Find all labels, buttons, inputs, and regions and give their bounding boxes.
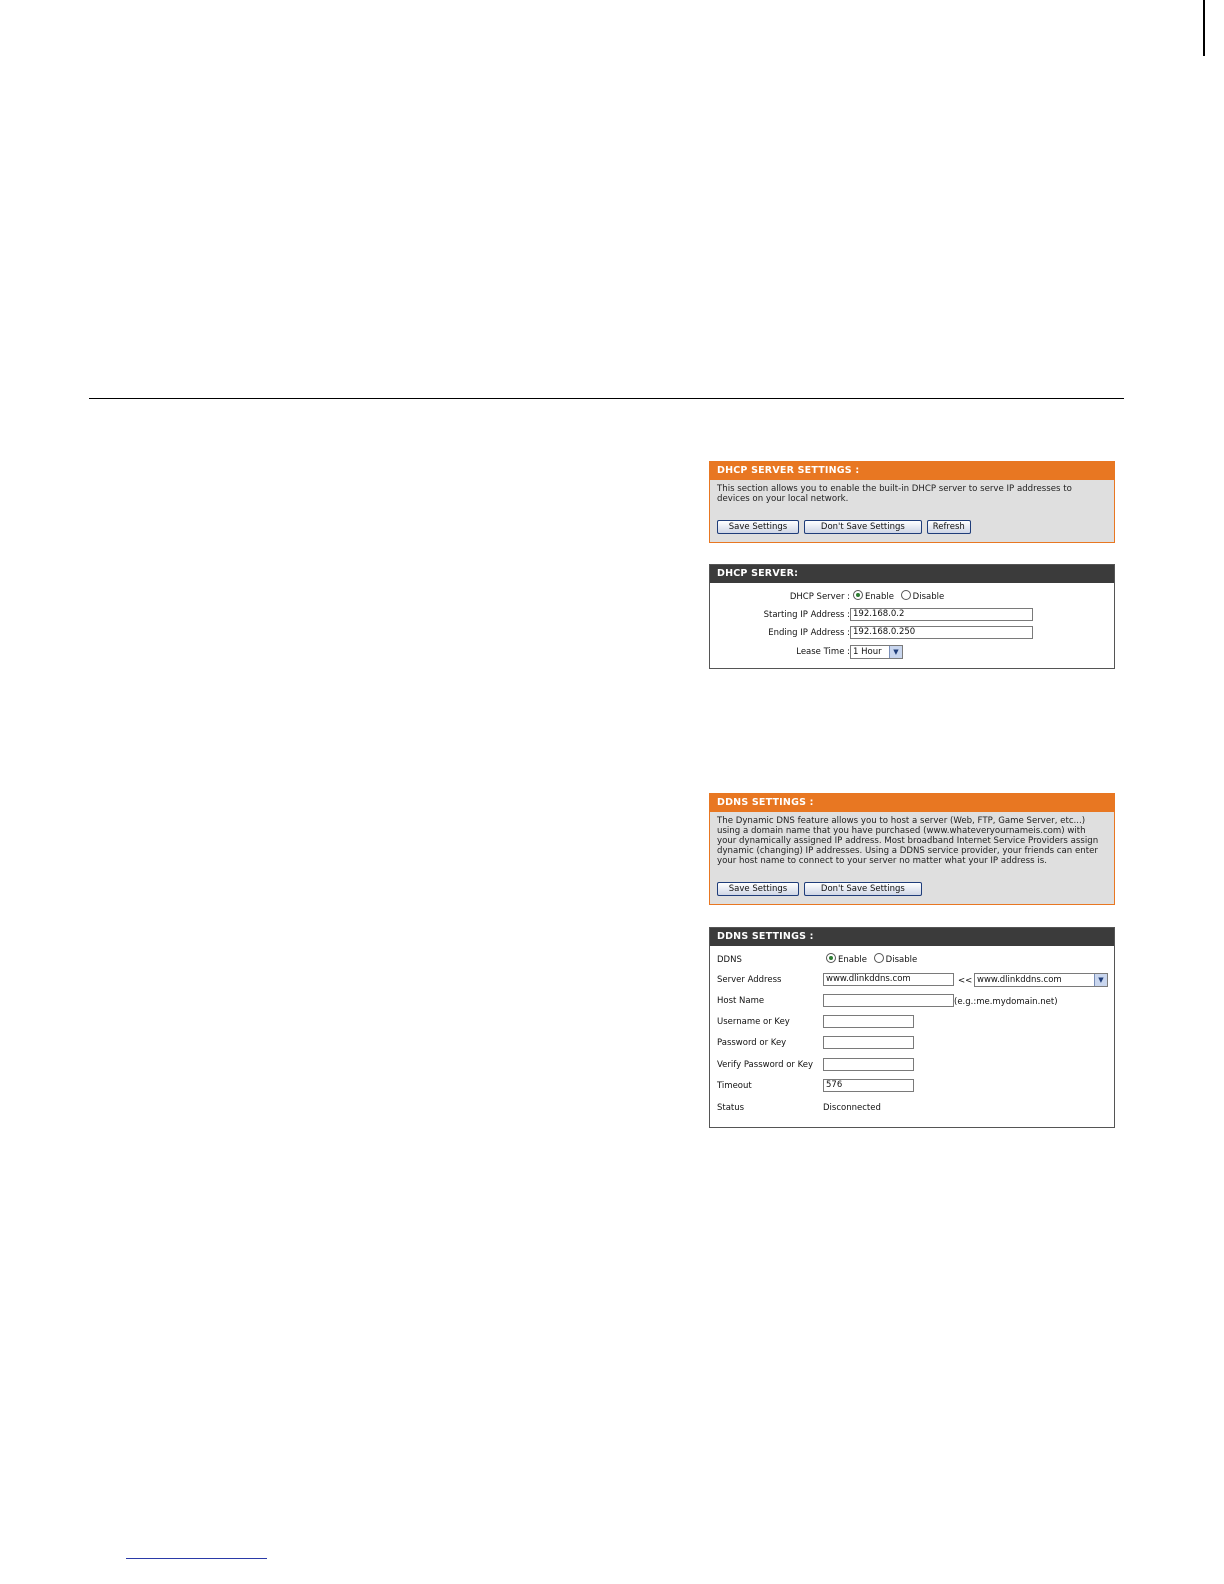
ddns-form-panel	[709, 927, 1115, 1128]
ddns-disable-label: Disable	[885, 955, 918, 965]
verify-password-label: Verify Password or Key	[717, 1060, 814, 1070]
dhcp-settings-description: This section allows you to enable the built-in DHCP server to serve IP addresses to devices on your local network.	[717, 484, 1072, 504]
host-name-hint: (e.g.:me.mydomain.net)	[954, 997, 1058, 1007]
ending-ip-label: Ending IP Address :	[768, 628, 850, 638]
host-name-input[interactable]	[823, 994, 954, 1007]
server-address-arrows: <<	[958, 976, 973, 986]
status-label: Status	[717, 1103, 745, 1113]
chevron-down-icon[interactable]: ▼	[1094, 974, 1107, 986]
section-divider	[89, 398, 1124, 399]
dhcp-server-radios	[853, 590, 944, 604]
dont-save-settings-button[interactable]: Don't Save Settings	[804, 520, 922, 534]
ddns-radios	[826, 953, 917, 967]
status-value: Disconnected	[823, 1103, 881, 1113]
lease-time-value: 1 Hour	[853, 647, 882, 657]
timeout-row	[717, 1079, 1112, 1093]
ddns-settings-description: The Dynamic DNS feature allows you to host a server (Web, FTP, Game Server, etc...) using a domain name that you have purchased (www.whateveryournameis.com) with your dynamically assigned IP address. Most broadband Internet Service Providers assign dynamic (changing) IP addresses. Using a DDNS service provider, your friends can enter your host name to connect to your server no matter what your IP address is.	[717, 816, 1099, 866]
starting-ip-input[interactable]: 192.168.0.2	[850, 608, 1033, 621]
password-row	[717, 1036, 1112, 1050]
ddns-label: DDNS	[717, 955, 742, 965]
verify-password-input[interactable]	[823, 1058, 914, 1071]
password-label: Password or Key	[717, 1038, 787, 1048]
page-edge-rule	[1203, 0, 1205, 56]
dhcp-server-panel	[709, 564, 1115, 669]
timeout-label: Timeout	[717, 1081, 752, 1091]
username-label: Username or Key	[717, 1017, 790, 1027]
server-address-label: Server Address	[717, 975, 782, 985]
ddns-enable-label: Enable	[838, 955, 867, 965]
server-address-select-value: www.dlinkddns.com	[977, 975, 1062, 985]
dont-save-settings-button[interactable]: Don't Save Settings	[804, 882, 922, 896]
ddns-settings-buttons	[717, 882, 924, 896]
dhcp-enable-label: Enable	[865, 592, 894, 602]
dhcp-disable-label: Disable	[912, 592, 945, 602]
ending-ip-input[interactable]: 192.168.0.250	[850, 626, 1033, 639]
dhcp-server-row	[710, 590, 1114, 604]
lease-time-select[interactable]	[850, 645, 903, 659]
server-address-input[interactable]: www.dlinkddns.com	[823, 973, 954, 986]
dhcp-settings-title: DHCP SERVER SETTINGS :	[710, 462, 1114, 480]
username-input[interactable]	[823, 1015, 914, 1028]
ddns-row	[717, 953, 1112, 967]
dhcp-settings-panel	[709, 461, 1115, 543]
host-name-label: Host Name	[717, 996, 765, 1006]
ddns-form-title: DDNS SETTINGS :	[710, 928, 1114, 946]
starting-ip-label: Starting IP Address :	[763, 610, 850, 620]
server-address-select[interactable]	[974, 973, 1108, 987]
dhcp-settings-buttons	[717, 520, 973, 534]
ending-ip-row	[710, 626, 1114, 640]
status-row	[717, 1101, 1112, 1115]
verify-password-row	[717, 1058, 1112, 1072]
save-settings-button[interactable]: Save Settings	[717, 882, 799, 896]
chevron-down-icon[interactable]: ▼	[889, 646, 902, 658]
lease-time-row	[710, 645, 1114, 659]
ddns-settings-title: DDNS SETTINGS :	[710, 794, 1114, 812]
lease-time-label: Lease Time :	[796, 647, 850, 657]
starting-ip-row	[710, 608, 1114, 622]
footer-link-underline[interactable]	[126, 1558, 267, 1559]
dhcp-enable-radio[interactable]	[853, 590, 863, 600]
password-input[interactable]	[823, 1036, 914, 1049]
server-address-row	[717, 973, 1112, 987]
ddns-disable-radio[interactable]	[874, 953, 884, 963]
dhcp-server-label: DHCP Server :	[789, 592, 850, 602]
username-row	[717, 1015, 1112, 1029]
refresh-button[interactable]: Refresh	[927, 520, 971, 534]
ddns-enable-radio[interactable]	[826, 953, 836, 963]
host-name-row	[717, 994, 1112, 1008]
dhcp-server-title: DHCP SERVER:	[710, 565, 1114, 583]
ddns-settings-panel	[709, 793, 1115, 905]
dhcp-disable-radio[interactable]	[901, 590, 911, 600]
timeout-input[interactable]: 576	[823, 1079, 914, 1092]
save-settings-button[interactable]: Save Settings	[717, 520, 799, 534]
